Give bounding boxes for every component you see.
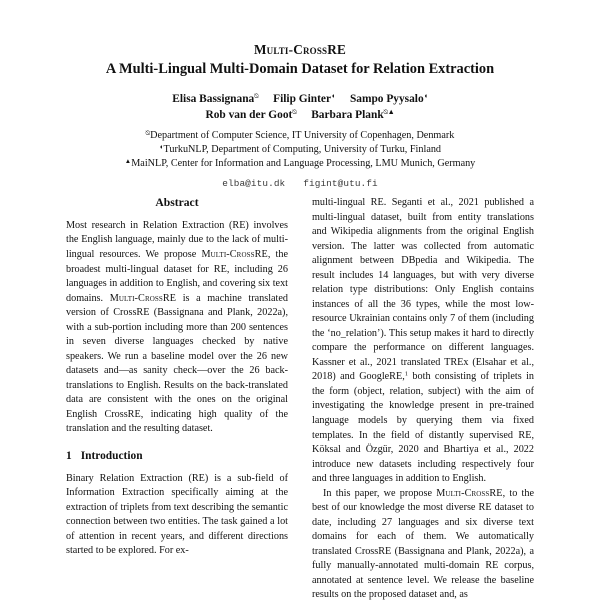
- email-address[interactable]: figint@utu.fi: [303, 177, 378, 189]
- affiliation-item: [0, 143, 600, 157]
- affiliation-text: MaiNLP, Center for Information and Language Processing, LMU Munich, Germany: [131, 157, 476, 169]
- affiliation-marker-icon: ⍉: [254, 92, 259, 101]
- related-work-text-a: multi-lingual RE. Seganti et al., 2021 published a multi-lingual dataset, built from entity translations and Wikipedia alignments from the original English version. The latter was collected from automatic alignment between DBpedia and Wikipedia. The result includes 14 languages, but with very diverse relation type distributions: Only English contains instances of all the 36 types, while the most low-resource Ukrainian contains only 7 of them (including the ‘no_relation’). This setup makes it hard to directly compare the performance on different languages. Kassner et al., 2021 translated TREx (Elsahar et al., 2018) and GoogleRE,: [312, 197, 534, 383]
- dataset-name-smallcaps: Multi-CrossRE: [201, 248, 268, 260]
- author-entry: [311, 107, 394, 123]
- contribution-text-post: , to the best of our knowledge the most diverse RE dataset to date, including 27 languages and six diverse text domains for each of them. We automatically translated CrossRE (Bassignana and Plank, 2022a), a fully manually-annotated multi-domain RE corpus, annotated at sentence level. We release the baseline results on the proposed dataset and, as: [312, 487, 534, 600]
- author-row-1: [0, 91, 600, 107]
- section-title: Introduction: [80, 449, 143, 462]
- right-column: [312, 196, 534, 600]
- email-address[interactable]: elba@itu.dk: [222, 177, 286, 189]
- section-heading-introduction: [66, 450, 288, 464]
- dataset-name-smallcaps: Multi-CrossRE: [436, 487, 503, 499]
- author-name: Rob van der Goot: [205, 109, 293, 122]
- abstract-text-part1: Most research in Relation Extraction (RE) involves the English language, mainly due to the lack of multi-lingual resources. We propose: [66, 219, 288, 260]
- dataset-name-smallcaps: Multi-CrossRE: [109, 292, 177, 304]
- affiliation-marker-icon: ▲: [124, 157, 131, 165]
- author-name: Sampo Pyysalo: [349, 93, 424, 106]
- affiliation-marker-icon: ◖: [423, 92, 428, 101]
- abstract-paragraph: [66, 219, 288, 437]
- author-entry: [273, 91, 335, 107]
- affiliation-text: TurkuNLP, Department of Computing, University of Turku, Finland: [163, 143, 442, 155]
- author-entry: [350, 91, 428, 107]
- abstract-text-part2: , the broadest multi-lingual dataset for RE, including 26 languages in addition to English, and covering six text domains.: [66, 248, 288, 304]
- paper-title-line2: A Multi-Lingual Multi-Domain Dataset for Relation Extraction: [105, 60, 495, 77]
- related-work-paragraph: [312, 196, 534, 487]
- contribution-paragraph: [312, 487, 534, 600]
- introduction-paragraph: Binary Relation Extraction (RE) is a sub-field of Information Extraction specifically aiming at the extraction of triplets from text describing the semantic connection between two entities. The task gained a lot of attention in recent years, and different directions started to be explored. For ex-: [66, 472, 288, 557]
- author-entry: [206, 107, 297, 123]
- related-work-text-b: both consisting of triplets in the form (object, relation, subject) with the aim of investigating the knowledge present in pre-trained language models by querying them via fixed templates. In the field of distantly supervised RE, Köksal and Özgür, 2020 and Bhartiya et al., 2022 introduce new datasets including respectively four and three languages in addition to English.: [312, 371, 534, 485]
- affiliation-item: [0, 157, 600, 171]
- author-row-2: [0, 107, 600, 123]
- affiliation-item: [0, 129, 600, 143]
- affiliation-marker-icon: ⍉: [145, 128, 150, 137]
- section-number: 1: [66, 449, 72, 462]
- paper-title-line1: Multi-CrossRE: [254, 42, 346, 57]
- footnote-marker[interactable]: 1: [404, 370, 409, 378]
- abstract-heading: Abstract: [155, 196, 199, 209]
- contribution-text-pre: In this paper, we propose: [323, 487, 437, 499]
- body-columns: [0, 196, 600, 600]
- affiliation-marker-icon: ⍉▲: [383, 108, 395, 117]
- title-block: [0, 0, 600, 78]
- affiliation-marker-icon: ◖: [331, 92, 336, 101]
- author-name: Barbara Plank: [311, 109, 384, 122]
- author-name: Filip Ginter: [273, 93, 332, 106]
- author-entry: [172, 91, 258, 107]
- email-line: [0, 178, 600, 189]
- affiliation-list: [0, 129, 600, 171]
- abstract-text-part3: is a machine translated version of CrossRE (Bassignana and Plank, 2022a), with a sub-portion including more than 200 sentences in seven diverse languages checked by native speakers. We run a baseline model over the 26 new datasets and—as sanity check—over the 26 back-translations to English. Results on the back-translated data are consistent with the ones on the original English CrossRE, indicating high quality of the translation and the resulting dataset.: [66, 292, 288, 435]
- affiliation-text: Department of Computer Science, IT University of Copenhagen, Denmark: [150, 129, 455, 141]
- affiliation-marker-icon: ◖: [158, 142, 163, 151]
- author-name: Elisa Bassignana: [172, 93, 255, 106]
- left-column: [66, 196, 288, 600]
- author-list: [0, 91, 600, 123]
- affiliation-marker-icon: ⍉: [292, 108, 297, 117]
